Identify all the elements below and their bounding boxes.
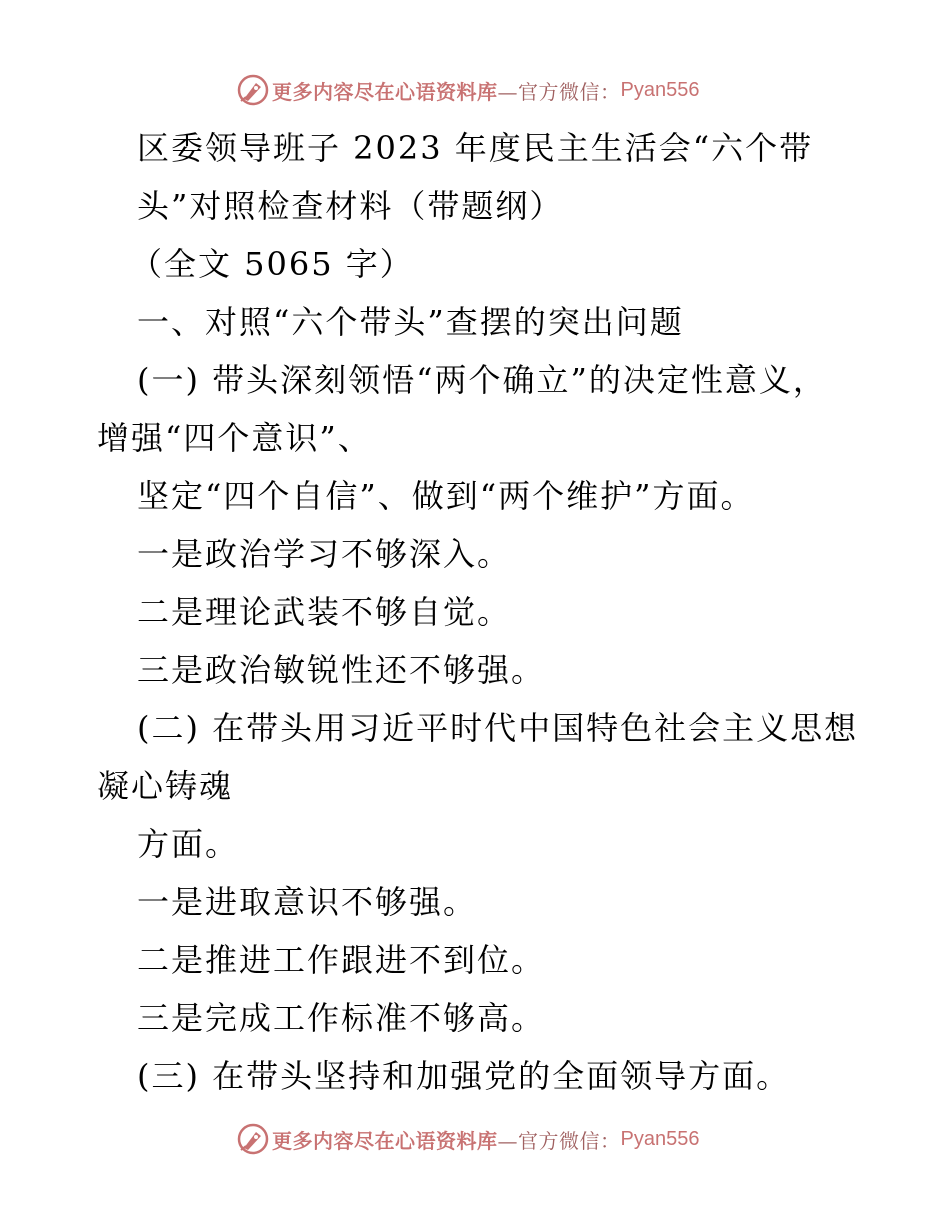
doc-title-line-2: 头”对照检查材料（带题纲）	[137, 187, 564, 225]
watermark-header	[236, 73, 699, 107]
list-item: 三是完成工作标准不够高。	[137, 999, 546, 1037]
subsection-heading-2-cont-2: 方面。	[137, 825, 240, 863]
list-item: 二是推进工作跟进不到位。	[137, 941, 546, 979]
list-item: 一是政治学习不够深入。	[137, 535, 512, 573]
watermark-footer	[236, 1122, 699, 1156]
subsection-heading-1-cont-2: 坚定“四个自信”、做到“两个维护”方面。	[137, 477, 755, 515]
doc-word-count: （全文 5065 字）	[130, 245, 414, 283]
list-item: 二是理论武装不够自觉。	[137, 593, 512, 631]
subsection-heading-1: (一) 带头深刻领悟“两个确立”的决定性意义，	[137, 361, 827, 399]
subsection-heading-1-cont: 增强“四个意识”、	[97, 419, 372, 457]
list-item: 三是政治敏锐性还不够强。	[137, 651, 546, 689]
watermark-separator: —官方微信：	[497, 1128, 621, 1153]
section-heading-1: 一、对照“六个带头”查摆的突出问题	[137, 303, 684, 341]
watermark-wechat-id: Pyan556	[620, 78, 700, 101]
watermark-wechat-id: Pyan556	[620, 1127, 700, 1150]
watermark-site-name: 更多内容尽在心语资料库	[272, 79, 498, 104]
subsection-heading-2: (二) 在带头用习近平时代中国特色社会主义思想	[137, 709, 859, 747]
doc-title-line-1: 区委领导班子 2023 年度民主生活会“六个带	[137, 129, 814, 167]
subsection-heading-3: (三) 在带头坚持和加强党的全面领导方面。	[137, 1057, 791, 1095]
watermark-site-name: 更多内容尽在心语资料库	[272, 1128, 498, 1153]
pen-nib-logo-icon	[236, 73, 270, 107]
pen-nib-logo-icon	[236, 1122, 270, 1156]
watermark-separator: —官方微信：	[497, 79, 621, 104]
list-item: 一是进取意识不够强。	[137, 883, 478, 921]
subsection-heading-2-cont: 凝心铸魂	[97, 767, 234, 805]
